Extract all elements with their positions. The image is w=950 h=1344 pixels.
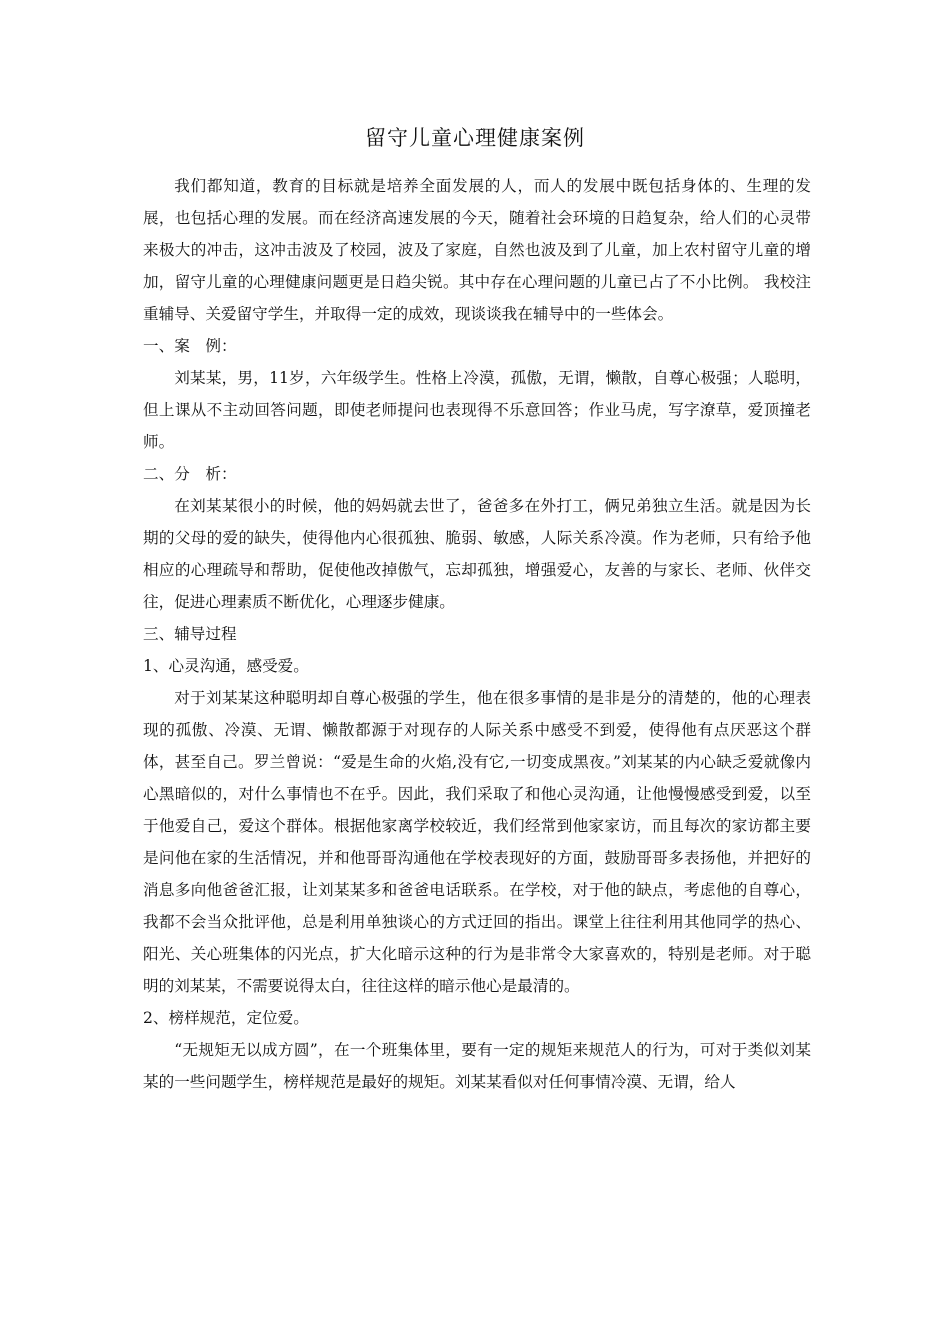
document-title: 留守儿童心理健康案例 bbox=[365, 126, 585, 150]
section-heading-process: 三、辅导过程 bbox=[143, 625, 237, 643]
intro-paragraph: 我们都知道，教育的目标就是培养全面发展的人，而人的发展中既包括身体的、生理的发展，也包括心理的发展。而在经济高速发展的今天，随着社会环境的日趋复杂，给人们的心灵带来极大的冲击，这冲击波及了校园，波及了家庭，自然也波及到了儿童，加上农村留守儿童的增加，留守儿童的心理健康问题更是日趋尖锐。其中存在心理问题的儿童已占了不小比例。 我校注重辅导、关爱留守学生，并取得一定的成效，现谈谈我在辅导中的一些体会。 bbox=[143, 177, 811, 323]
subheading-role-model: 2、榜样规范，定位爱。 bbox=[143, 1009, 309, 1027]
section-heading-analysis: 二、分 析： bbox=[143, 465, 237, 483]
analysis-paragraph: 在刘某某很小的时候，他的妈妈就去世了，爸爸多在外打工，俩兄弟独立生活。就是因为长期的父母的爱的缺失，使得他内心很孤独、脆弱、敏感，人际关系冷漠。作为老师，只有给予他相应的心理疏导和帮助，促使他改掉傲气，忘却孤独，增强爱心，友善的与家长、老师、伙伴交往，促进心理素质不断优化，心理逐步健康。 bbox=[143, 497, 811, 611]
role-model-paragraph: “无规矩无以成方圆”，在一个班集体里，要有一定的规矩来规范人的行为，可对于类似刘某某的一些问题学生，榜样规范是最好的规矩。刘某某看似对任何事情冷漠、无谓，给人 bbox=[143, 1041, 811, 1091]
subheading-communication: 1、心灵沟通，感受爱。 bbox=[143, 657, 309, 675]
section-heading-case: 一、案 例： bbox=[143, 337, 237, 355]
document-body bbox=[143, 170, 811, 1098]
communication-paragraph: 对于刘某某这种聪明却自尊心极强的学生，他在很多事情的是非是分的清楚的，他的心理表现的孤傲、冷漠、无谓、懒散都源于对现存的人际关系中感受不到爱，使得他有点厌恶这个群体，甚至自己。罗兰曾说：“爱是生命的火焰,没有它,一切变成黑夜。”刘某某的内心缺乏爱就像内心黑暗似的，对什么事情也不在乎。因此，我们采取了和他心灵沟通，让他慢慢感受到爱，以至于他爱自己，爱这个群体。根据他家离学校较近，我们经常到他家家访，而且每次的家访都主要是问他在家的生活情况，并和他哥哥沟通他在学校表现好的方面，鼓励哥哥多表扬他，并把好的消息多向他爸爸汇报，让刘某某多和爸爸电话联系。在学校，对于他的缺点，考虑他的自尊心，我都不会当众批评他，总是利用单独谈心的方式迂回的指出。课堂上往往利用其他同学的热心、阳光、关心班集体的闪光点，扩大化暗示这种的行为是非常令大家喜欢的，特别是老师。对于聪明的刘某某，不需要说得太白，往往这样的暗示他心是最清的。 bbox=[143, 689, 811, 995]
case-paragraph: 刘某某，男，11岁，六年级学生。性格上冷漠，孤傲，无谓，懒散，自尊心极强；人聪明，但上课从不主动回答问题，即使老师提问也表现得不乐意回答；作业马虎，写字潦草，爱顶撞老师。 bbox=[143, 369, 811, 451]
